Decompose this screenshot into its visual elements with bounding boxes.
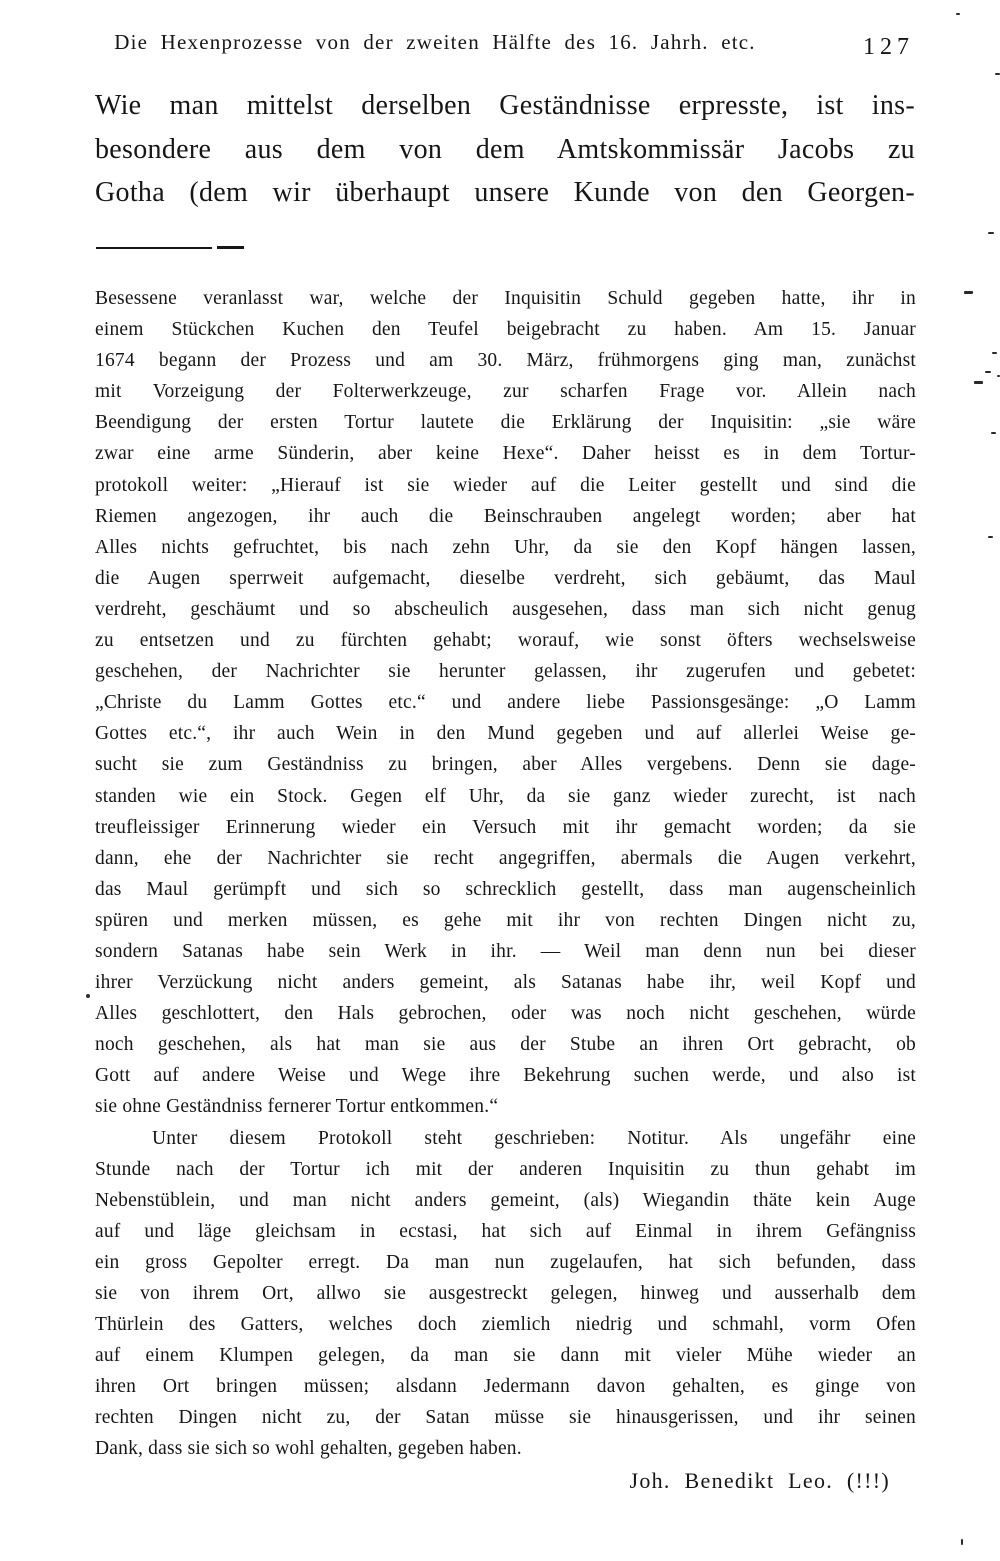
scan-artifact xyxy=(961,1539,963,1545)
footnote-line: sie ohne Geständniss fernerer Tortur entkommen.“ xyxy=(95,1096,499,1118)
body-paragraph xyxy=(95,84,915,215)
scan-artifact xyxy=(956,13,960,15)
scan-artifact xyxy=(992,352,997,354)
scan-artifact xyxy=(991,432,996,434)
footnote-line: Gott auf andere Weise und Wege ihre Bekehrung suchen werde, und also ist xyxy=(95,1065,916,1087)
signature: Joh. Benedikt Leo. (!!!) xyxy=(629,1468,890,1493)
scan-artifact xyxy=(995,73,1000,75)
scan-artifact xyxy=(974,381,983,384)
footnote-line: treufleissiger Erinnerung wieder ein Versuch mit ihr gemacht worden; da sie xyxy=(95,816,916,838)
footnote-line: spüren und merken müssen, es gehe mit ihr von rechten Dingen nicht zu, xyxy=(95,909,916,931)
footnote-line: Unter diesem Protokoll steht geschrieben: Notitur. Als ungefähr eine xyxy=(152,1127,916,1149)
footnote-separator-thick-segment xyxy=(217,246,244,249)
footnote-line: einem Stückchen Kuchen den Teufel beigebracht zu haben. Am 15. Januar xyxy=(95,319,916,341)
footnote-line: auf und läge gleichsam in ecstasi, hat sich auf Einmal in ihrem Gefängniss xyxy=(95,1220,916,1242)
footnote-line: Besessene veranlasst war, welche der Inquisitin Schuld gegeben hatte, ihr in xyxy=(95,288,916,309)
footnote-line: Alles nichts gefruchtet, bis nach zehn Uhr, da sie den Kopf hängen lassen, xyxy=(95,536,916,558)
footnote-line: Dank, dass sie sich so wohl gehalten, gegeben haben. xyxy=(95,1438,522,1460)
running-title: Die Hexenprozesse von der zweiten Hälfte des 16. Jahrh. etc. xyxy=(114,30,756,54)
footnote-line: dann, ehe der Nachrichter sie recht angegriffen, abermals die Augen verkehrt, xyxy=(95,847,916,869)
running-header xyxy=(0,30,1000,60)
footnote-line: standen wie ein Stock. Gegen elf Uhr, da sie ganz wieder zurecht, ist nach xyxy=(95,785,916,807)
footnote-line: mit Vorzeigung der Folterwerkzeuge, zur scharfen Frage vor. Allein nach xyxy=(95,381,916,403)
footnote-line: protokoll weiter: „Hierauf ist sie wieder auf die Leiter gestellt und sind die xyxy=(95,474,916,496)
footnote-line: auf einem Klumpen gelegen, da man sie dann mit vieler Mühe wieder an xyxy=(95,1345,916,1367)
footnote-separator-thin-segment xyxy=(96,247,212,249)
footnote-line: „Christe du Lamm Gottes etc.“ und andere liebe Passionsgesänge: „O Lamm xyxy=(95,692,916,714)
body-line: Gotha (dem wir überhaupt unsere Kunde von den Georgen- xyxy=(95,177,915,208)
scan-artifact xyxy=(988,232,994,234)
footnote-line: sie von ihrem Ort, allwo sie ausgestreckt gelegen, hinweg und ausserhalb dem xyxy=(95,1283,916,1304)
footnote-line: die Augen sperrweit aufgemacht, dieselbe verdreht, sich gebäumt, das Maul xyxy=(95,567,916,589)
footnote-line: sondern Satanas habe sein Werk in ihr. — Weil man denn nun bei dieser xyxy=(95,940,916,962)
footnote-line: Alles geschlottert, den Hals gebrochen, oder was noch nicht geschehen, würde xyxy=(95,1003,916,1025)
footnote-line: noch geschehen, als hat man sie aus der Stube an ihren Ort gebracht, ob xyxy=(95,1034,916,1056)
footnote-line: Nebenstüblein, und man nicht anders gemeint, (als) Wiegandin thäte kein Auge xyxy=(95,1189,916,1211)
scan-artifact xyxy=(86,994,90,998)
footnote-line: verdreht, geschäumt und so abscheulich ausgesehen, dass man sich nicht genug xyxy=(95,598,916,620)
footnote-separator xyxy=(96,246,246,250)
footnote-line: Stunde nach der Tortur ich mit der anderen Inquisitin zu thun gehabt im xyxy=(95,1158,916,1180)
footnote-line: ihren Ort bringen müssen; alsdann Jedermann davon gehalten, es ginge von xyxy=(95,1376,916,1398)
body-line: besondere aus dem von dem Amtskommissär Jacobs zu xyxy=(95,133,915,165)
footnote-line: Thürlein des Gatters, welches doch ziemlich niedrig und schmahl, vorm Ofen xyxy=(95,1314,916,1336)
footnote-line: Gottes etc.“, ihr auch Wein in den Mund gegeben und auf allerlei Weise ge- xyxy=(95,723,916,745)
page-number: 127 xyxy=(863,34,914,60)
footnote-line: 1674 begann der Prozess und am 30. März, frühmorgens ging man, zunächst xyxy=(95,350,916,372)
footnote-line: Riemen angezogen, ihr auch die Beinschrauben angelegt worden; aber hat xyxy=(95,505,916,527)
footnote-line: rechten Dingen nicht zu, der Satan müsse sie hinausgerissen, und ihr seinen xyxy=(95,1407,916,1429)
scan-artifact xyxy=(964,291,973,294)
footnote-line: zu entsetzen und zu fürchten gehabt; worauf, wie sonst öfters wechselsweise xyxy=(95,630,916,652)
footnote-line: ein gross Gepolter erregt. Da man nun zugelaufen, hat sich befunden, dass xyxy=(95,1251,916,1273)
footnote-block xyxy=(95,283,916,1465)
footnote-line: das Maul gerümpft und sich so schrecklich gestellt, dass man augenscheinlich xyxy=(95,878,916,900)
footnote-line: geschehen, der Nachrichter sie herunter gelassen, ihr zugerufen und gebetet: xyxy=(95,661,916,683)
footnote-line: ihrer Verzückung nicht anders gemeint, als Satanas habe ihr, weil Kopf und xyxy=(95,972,916,994)
scan-artifact xyxy=(985,371,991,373)
footnote-line: zwar eine arme Sünderin, aber keine Hexe“. Daher heisst es in dem Tortur- xyxy=(95,443,916,465)
body-line: Wie man mittelst derselben Geständnisse erpresste, ist ins- xyxy=(95,90,915,121)
footnote-line: sucht sie zum Geständniss zu bringen, aber Alles vergebens. Denn sie dage- xyxy=(95,754,916,776)
scan-artifact xyxy=(988,536,993,538)
footnote-line: Beendigung der ersten Tortur lautete die Erklärung der Inquisitin: „sie wäre xyxy=(95,412,916,434)
